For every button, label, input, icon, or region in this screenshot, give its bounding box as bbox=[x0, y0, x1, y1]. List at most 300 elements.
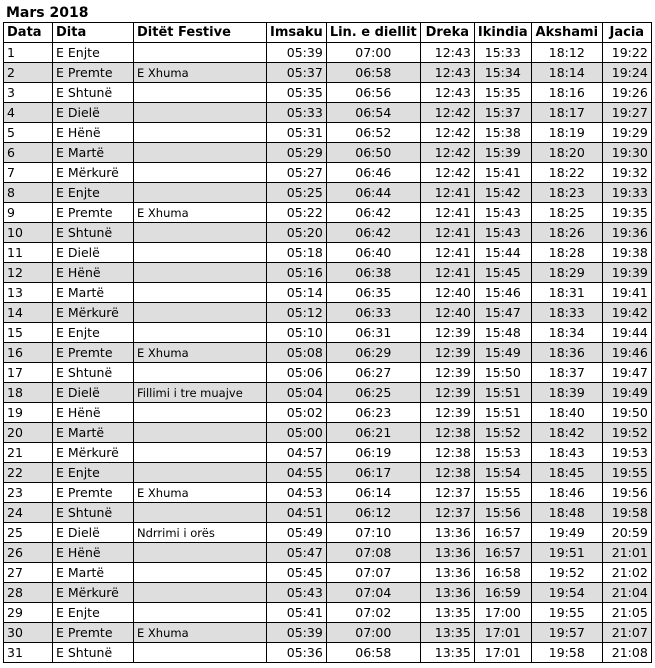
table-row bbox=[4, 463, 652, 483]
cell-ikindia: 15:51 bbox=[474, 383, 531, 403]
header-lindja: Lin. e diellit bbox=[326, 23, 420, 43]
cell-data: 24 bbox=[4, 503, 53, 523]
cell-ikindia: 17:01 bbox=[474, 623, 531, 643]
cell-akshami: 18:37 bbox=[531, 363, 602, 383]
cell-ikindia: 15:37 bbox=[474, 103, 531, 123]
cell-lindja: 06:25 bbox=[326, 383, 420, 403]
cell-lindja: 07:00 bbox=[326, 623, 420, 643]
cell-imsaku: 05:18 bbox=[267, 243, 327, 263]
cell-imsaku: 05:41 bbox=[267, 603, 327, 623]
cell-lindja: 06:54 bbox=[326, 103, 420, 123]
cell-jacia: 19:22 bbox=[602, 43, 651, 63]
cell-ikindia: 16:57 bbox=[474, 543, 531, 563]
table-row bbox=[4, 443, 652, 463]
cell-lindja: 06:44 bbox=[326, 183, 420, 203]
cell-dreka: 12:42 bbox=[420, 103, 474, 123]
cell-imsaku: 05:10 bbox=[267, 323, 327, 343]
cell-akshami: 18:17 bbox=[531, 103, 602, 123]
cell-jacia: 19:26 bbox=[602, 83, 651, 103]
cell-ikindia: 16:59 bbox=[474, 583, 531, 603]
cell-data: 19 bbox=[4, 403, 53, 423]
table-row bbox=[4, 423, 652, 443]
cell-jacia: 21:04 bbox=[602, 583, 651, 603]
table-row bbox=[4, 303, 652, 323]
cell-data: 3 bbox=[4, 83, 53, 103]
cell-data: 4 bbox=[4, 103, 53, 123]
cell-imsaku: 05:08 bbox=[267, 343, 327, 363]
cell-dita: E Shtunë bbox=[53, 223, 134, 243]
cell-akshami: 18:43 bbox=[531, 443, 602, 463]
cell-data: 31 bbox=[4, 643, 53, 663]
cell-imsaku: 05:04 bbox=[267, 383, 327, 403]
cell-lindja: 06:27 bbox=[326, 363, 420, 383]
table-row bbox=[4, 283, 652, 303]
cell-dita: E Dielë bbox=[53, 243, 134, 263]
table-row bbox=[4, 243, 652, 263]
cell-akshami: 18:39 bbox=[531, 383, 602, 403]
cell-akshami: 19:51 bbox=[531, 543, 602, 563]
cell-imsaku: 05:02 bbox=[267, 403, 327, 423]
cell-lindja: 06:35 bbox=[326, 283, 420, 303]
cell-jacia: 19:56 bbox=[602, 483, 651, 503]
cell-akshami: 19:58 bbox=[531, 643, 602, 663]
cell-dreka: 12:41 bbox=[420, 243, 474, 263]
header-row bbox=[4, 23, 652, 43]
cell-ikindia: 15:34 bbox=[474, 63, 531, 83]
cell-dita: E Mërkurë bbox=[53, 583, 134, 603]
cell-jacia: 19:39 bbox=[602, 263, 651, 283]
cell-dita: E Enjte bbox=[53, 183, 134, 203]
cell-lindja: 06:58 bbox=[326, 63, 420, 83]
cell-ikindia: 15:33 bbox=[474, 43, 531, 63]
cell-jacia: 19:47 bbox=[602, 363, 651, 383]
cell-data: 16 bbox=[4, 343, 53, 363]
table-row bbox=[4, 363, 652, 383]
cell-dita: E Shtunë bbox=[53, 503, 134, 523]
cell-data: 7 bbox=[4, 163, 53, 183]
cell-dita: E Shtunë bbox=[53, 643, 134, 663]
cell-akshami: 18:31 bbox=[531, 283, 602, 303]
cell-akshami: 18:28 bbox=[531, 243, 602, 263]
cell-dreka: 12:38 bbox=[420, 443, 474, 463]
header-ditet-festive: Ditët Festive bbox=[134, 23, 267, 43]
cell-dita: E Mërkurë bbox=[53, 443, 134, 463]
cell-akshami: 18:33 bbox=[531, 303, 602, 323]
cell-imsaku: 05:12 bbox=[267, 303, 327, 323]
cell-ikindia: 15:56 bbox=[474, 503, 531, 523]
cell-dreka: 12:39 bbox=[420, 363, 474, 383]
cell-dita: E Premte bbox=[53, 203, 134, 223]
cell-festive bbox=[134, 423, 267, 443]
cell-akshami: 18:22 bbox=[531, 163, 602, 183]
cell-ikindia: 15:48 bbox=[474, 323, 531, 343]
cell-lindja: 07:00 bbox=[326, 43, 420, 63]
cell-dita: E Martë bbox=[53, 423, 134, 443]
cell-lindja: 07:04 bbox=[326, 583, 420, 603]
cell-ikindia: 15:49 bbox=[474, 343, 531, 363]
cell-lindja: 07:07 bbox=[326, 563, 420, 583]
cell-imsaku: 05:06 bbox=[267, 363, 327, 383]
cell-dreka: 13:36 bbox=[420, 563, 474, 583]
cell-dreka: 12:42 bbox=[420, 123, 474, 143]
cell-imsaku: 05:35 bbox=[267, 83, 327, 103]
cell-akshami: 18:23 bbox=[531, 183, 602, 203]
cell-lindja: 06:56 bbox=[326, 83, 420, 103]
cell-festive bbox=[134, 403, 267, 423]
table-row bbox=[4, 163, 652, 183]
cell-jacia: 19:41 bbox=[602, 283, 651, 303]
cell-jacia: 19:55 bbox=[602, 463, 651, 483]
cell-akshami: 18:20 bbox=[531, 143, 602, 163]
cell-lindja: 07:08 bbox=[326, 543, 420, 563]
cell-akshami: 18:48 bbox=[531, 503, 602, 523]
cell-jacia: 19:46 bbox=[602, 343, 651, 363]
cell-data: 15 bbox=[4, 323, 53, 343]
cell-lindja: 06:40 bbox=[326, 243, 420, 263]
cell-jacia: 20:59 bbox=[602, 523, 651, 543]
header-imsaku: Imsaku bbox=[267, 23, 327, 43]
cell-dita: E Enjte bbox=[53, 603, 134, 623]
cell-festive bbox=[134, 143, 267, 163]
cell-ikindia: 15:47 bbox=[474, 303, 531, 323]
table-row bbox=[4, 603, 652, 623]
cell-imsaku: 05:43 bbox=[267, 583, 327, 603]
cell-akshami: 18:42 bbox=[531, 423, 602, 443]
cell-festive bbox=[134, 183, 267, 203]
cell-dita: E Premte bbox=[53, 623, 134, 643]
cell-jacia: 19:29 bbox=[602, 123, 651, 143]
cell-ikindia: 15:52 bbox=[474, 423, 531, 443]
cell-imsaku: 05:49 bbox=[267, 523, 327, 543]
cell-ikindia: 17:00 bbox=[474, 603, 531, 623]
cell-dreka: 12:39 bbox=[420, 343, 474, 363]
cell-imsaku: 05:29 bbox=[267, 143, 327, 163]
cell-dreka: 12:43 bbox=[420, 43, 474, 63]
cell-dita: E Dielë bbox=[53, 383, 134, 403]
cell-dreka: 12:41 bbox=[420, 203, 474, 223]
cell-dita: E Shtunë bbox=[53, 83, 134, 103]
table-row bbox=[4, 623, 652, 643]
cell-festive bbox=[134, 503, 267, 523]
cell-akshami: 18:25 bbox=[531, 203, 602, 223]
table-row bbox=[4, 543, 652, 563]
page-title: Mars 2018 bbox=[6, 5, 89, 21]
cell-ikindia: 15:43 bbox=[474, 203, 531, 223]
cell-festive: E Xhuma bbox=[134, 63, 267, 83]
cell-imsaku: 05:00 bbox=[267, 423, 327, 443]
cell-data: 20 bbox=[4, 423, 53, 443]
cell-dreka: 12:38 bbox=[420, 423, 474, 443]
cell-festive: Fillimi i tre muajve bbox=[134, 383, 267, 403]
table-row bbox=[4, 143, 652, 163]
cell-festive bbox=[134, 463, 267, 483]
cell-festive bbox=[134, 83, 267, 103]
cell-imsaku: 05:31 bbox=[267, 123, 327, 143]
table-row bbox=[4, 383, 652, 403]
cell-ikindia: 15:51 bbox=[474, 403, 531, 423]
table-row bbox=[4, 403, 652, 423]
table-row bbox=[4, 183, 652, 203]
cell-akshami: 19:49 bbox=[531, 523, 602, 543]
cell-dreka: 12:40 bbox=[420, 283, 474, 303]
cell-data: 1 bbox=[4, 43, 53, 63]
cell-dita: E Enjte bbox=[53, 43, 134, 63]
cell-akshami: 18:46 bbox=[531, 483, 602, 503]
cell-festive bbox=[134, 323, 267, 343]
cell-jacia: 19:42 bbox=[602, 303, 651, 323]
table-row bbox=[4, 103, 652, 123]
cell-imsaku: 05:27 bbox=[267, 163, 327, 183]
cell-dreka: 13:35 bbox=[420, 643, 474, 663]
cell-data: 29 bbox=[4, 603, 53, 623]
cell-dita: E Premte bbox=[53, 483, 134, 503]
cell-festive bbox=[134, 583, 267, 603]
cell-festive bbox=[134, 603, 267, 623]
cell-imsaku: 05:37 bbox=[267, 63, 327, 83]
cell-jacia: 19:36 bbox=[602, 223, 651, 243]
cell-lindja: 06:50 bbox=[326, 143, 420, 163]
header-dita: Dita bbox=[53, 23, 134, 43]
table-row bbox=[4, 563, 652, 583]
header-jacia: Jacia bbox=[602, 23, 651, 43]
cell-jacia: 19:38 bbox=[602, 243, 651, 263]
cell-dreka: 13:35 bbox=[420, 603, 474, 623]
cell-dreka: 12:41 bbox=[420, 263, 474, 283]
cell-ikindia: 15:41 bbox=[474, 163, 531, 183]
cell-imsaku: 05:39 bbox=[267, 623, 327, 643]
cell-festive bbox=[134, 103, 267, 123]
cell-akshami: 18:14 bbox=[531, 63, 602, 83]
cell-data: 12 bbox=[4, 263, 53, 283]
cell-dreka: 12:41 bbox=[420, 183, 474, 203]
cell-data: 30 bbox=[4, 623, 53, 643]
cell-imsaku: 05:39 bbox=[267, 43, 327, 63]
table-body bbox=[4, 43, 652, 663]
cell-akshami: 18:45 bbox=[531, 463, 602, 483]
cell-imsaku: 05:36 bbox=[267, 643, 327, 663]
cell-dreka: 12:43 bbox=[420, 83, 474, 103]
table-row bbox=[4, 83, 652, 103]
cell-jacia: 19:50 bbox=[602, 403, 651, 423]
cell-data: 18 bbox=[4, 383, 53, 403]
cell-lindja: 06:19 bbox=[326, 443, 420, 463]
table-row bbox=[4, 63, 652, 83]
cell-dreka: 12:41 bbox=[420, 223, 474, 243]
cell-imsaku: 05:22 bbox=[267, 203, 327, 223]
cell-lindja: 06:31 bbox=[326, 323, 420, 343]
cell-dita: E Premte bbox=[53, 343, 134, 363]
cell-data: 2 bbox=[4, 63, 53, 83]
table-row bbox=[4, 523, 652, 543]
cell-data: 9 bbox=[4, 203, 53, 223]
cell-akshami: 18:34 bbox=[531, 323, 602, 343]
cell-dita: E Hënë bbox=[53, 263, 134, 283]
cell-akshami: 19:54 bbox=[531, 583, 602, 603]
cell-lindja: 07:02 bbox=[326, 603, 420, 623]
cell-ikindia: 15:44 bbox=[474, 243, 531, 263]
cell-jacia: 19:33 bbox=[602, 183, 651, 203]
cell-jacia: 19:52 bbox=[602, 423, 651, 443]
cell-lindja: 06:58 bbox=[326, 643, 420, 663]
header-dreka: Dreka bbox=[420, 23, 474, 43]
cell-dreka: 12:42 bbox=[420, 163, 474, 183]
cell-akshami: 19:52 bbox=[531, 563, 602, 583]
cell-lindja: 06:21 bbox=[326, 423, 420, 443]
cell-dreka: 12:37 bbox=[420, 503, 474, 523]
cell-festive: E Xhuma bbox=[134, 343, 267, 363]
cell-dita: E Martë bbox=[53, 563, 134, 583]
cell-imsaku: 04:53 bbox=[267, 483, 327, 503]
cell-festive bbox=[134, 243, 267, 263]
cell-akshami: 18:19 bbox=[531, 123, 602, 143]
cell-dreka: 12:42 bbox=[420, 143, 474, 163]
cell-data: 17 bbox=[4, 363, 53, 383]
cell-data: 6 bbox=[4, 143, 53, 163]
cell-jacia: 19:44 bbox=[602, 323, 651, 343]
cell-festive bbox=[134, 263, 267, 283]
cell-jacia: 21:02 bbox=[602, 563, 651, 583]
cell-dreka: 13:36 bbox=[420, 583, 474, 603]
cell-data: 14 bbox=[4, 303, 53, 323]
cell-lindja: 06:38 bbox=[326, 263, 420, 283]
cell-data: 8 bbox=[4, 183, 53, 203]
table-row bbox=[4, 583, 652, 603]
cell-jacia: 21:07 bbox=[602, 623, 651, 643]
cell-data: 11 bbox=[4, 243, 53, 263]
prayer-times-table bbox=[3, 22, 652, 663]
cell-lindja: 06:29 bbox=[326, 343, 420, 363]
table-row bbox=[4, 43, 652, 63]
cell-akshami: 19:57 bbox=[531, 623, 602, 643]
cell-data: 26 bbox=[4, 543, 53, 563]
cell-festive bbox=[134, 363, 267, 383]
cell-dita: E Premte bbox=[53, 63, 134, 83]
cell-jacia: 19:32 bbox=[602, 163, 651, 183]
cell-imsaku: 05:20 bbox=[267, 223, 327, 243]
cell-festive bbox=[134, 223, 267, 243]
cell-imsaku: 05:14 bbox=[267, 283, 327, 303]
cell-festive bbox=[134, 443, 267, 463]
cell-ikindia: 16:58 bbox=[474, 563, 531, 583]
cell-akshami: 18:16 bbox=[531, 83, 602, 103]
cell-jacia: 21:05 bbox=[602, 603, 651, 623]
table-row bbox=[4, 203, 652, 223]
cell-ikindia: 15:45 bbox=[474, 263, 531, 283]
cell-lindja: 06:14 bbox=[326, 483, 420, 503]
cell-imsaku: 05:25 bbox=[267, 183, 327, 203]
table-row bbox=[4, 503, 652, 523]
cell-ikindia: 15:42 bbox=[474, 183, 531, 203]
cell-festive: Ndrrimi i orës bbox=[134, 523, 267, 543]
cell-akshami: 18:12 bbox=[531, 43, 602, 63]
cell-dreka: 12:40 bbox=[420, 303, 474, 323]
cell-data: 10 bbox=[4, 223, 53, 243]
cell-imsaku: 05:16 bbox=[267, 263, 327, 283]
cell-dreka: 12:39 bbox=[420, 323, 474, 343]
cell-lindja: 06:23 bbox=[326, 403, 420, 423]
cell-ikindia: 16:57 bbox=[474, 523, 531, 543]
cell-data: 21 bbox=[4, 443, 53, 463]
cell-imsaku: 05:45 bbox=[267, 563, 327, 583]
cell-data: 23 bbox=[4, 483, 53, 503]
cell-ikindia: 15:43 bbox=[474, 223, 531, 243]
cell-lindja: 06:12 bbox=[326, 503, 420, 523]
cell-dreka: 12:38 bbox=[420, 463, 474, 483]
cell-dita: E Martë bbox=[53, 283, 134, 303]
cell-akshami: 18:40 bbox=[531, 403, 602, 423]
cell-lindja: 06:42 bbox=[326, 203, 420, 223]
table-row bbox=[4, 323, 652, 343]
cell-lindja: 06:33 bbox=[326, 303, 420, 323]
cell-festive: E Xhuma bbox=[134, 203, 267, 223]
cell-lindja: 06:17 bbox=[326, 463, 420, 483]
cell-lindja: 06:42 bbox=[326, 223, 420, 243]
cell-festive bbox=[134, 303, 267, 323]
cell-festive: E Xhuma bbox=[134, 483, 267, 503]
cell-lindja: 06:46 bbox=[326, 163, 420, 183]
cell-dreka: 13:36 bbox=[420, 543, 474, 563]
cell-data: 22 bbox=[4, 463, 53, 483]
cell-jacia: 21:08 bbox=[602, 643, 651, 663]
table-row bbox=[4, 223, 652, 243]
cell-data: 13 bbox=[4, 283, 53, 303]
table-row bbox=[4, 263, 652, 283]
cell-jacia: 19:58 bbox=[602, 503, 651, 523]
cell-jacia: 19:30 bbox=[602, 143, 651, 163]
table-row bbox=[4, 343, 652, 363]
cell-akshami: 18:29 bbox=[531, 263, 602, 283]
cell-dreka: 13:36 bbox=[420, 523, 474, 543]
cell-imsaku: 04:51 bbox=[267, 503, 327, 523]
cell-festive bbox=[134, 643, 267, 663]
cell-dita: E Mërkurë bbox=[53, 163, 134, 183]
cell-dita: E Martë bbox=[53, 143, 134, 163]
cell-dita: E Hënë bbox=[53, 123, 134, 143]
table-row bbox=[4, 123, 652, 143]
cell-dita: E Hënë bbox=[53, 403, 134, 423]
cell-data: 25 bbox=[4, 523, 53, 543]
cell-akshami: 18:36 bbox=[531, 343, 602, 363]
cell-ikindia: 15:55 bbox=[474, 483, 531, 503]
cell-dita: E Dielë bbox=[53, 523, 134, 543]
cell-imsaku: 05:47 bbox=[267, 543, 327, 563]
cell-akshami: 19:55 bbox=[531, 603, 602, 623]
cell-jacia: 19:35 bbox=[602, 203, 651, 223]
cell-ikindia: 15:50 bbox=[474, 363, 531, 383]
cell-dita: E Enjte bbox=[53, 463, 134, 483]
cell-dreka: 12:43 bbox=[420, 63, 474, 83]
cell-festive bbox=[134, 283, 267, 303]
cell-imsaku: 05:33 bbox=[267, 103, 327, 123]
cell-jacia: 19:49 bbox=[602, 383, 651, 403]
cell-jacia: 19:24 bbox=[602, 63, 651, 83]
cell-festive bbox=[134, 43, 267, 63]
cell-ikindia: 15:38 bbox=[474, 123, 531, 143]
cell-ikindia: 15:53 bbox=[474, 443, 531, 463]
cell-ikindia: 15:46 bbox=[474, 283, 531, 303]
cell-ikindia: 15:35 bbox=[474, 83, 531, 103]
header-ikindia: Ikindia bbox=[474, 23, 531, 43]
cell-data: 5 bbox=[4, 123, 53, 143]
cell-dita: E Dielë bbox=[53, 103, 134, 123]
cell-dita: E Mërkurë bbox=[53, 303, 134, 323]
header-akshami: Akshami bbox=[531, 23, 602, 43]
table-row bbox=[4, 643, 652, 663]
cell-akshami: 18:26 bbox=[531, 223, 602, 243]
cell-dita: E Enjte bbox=[53, 323, 134, 343]
cell-dreka: 13:35 bbox=[420, 623, 474, 643]
cell-jacia: 19:27 bbox=[602, 103, 651, 123]
